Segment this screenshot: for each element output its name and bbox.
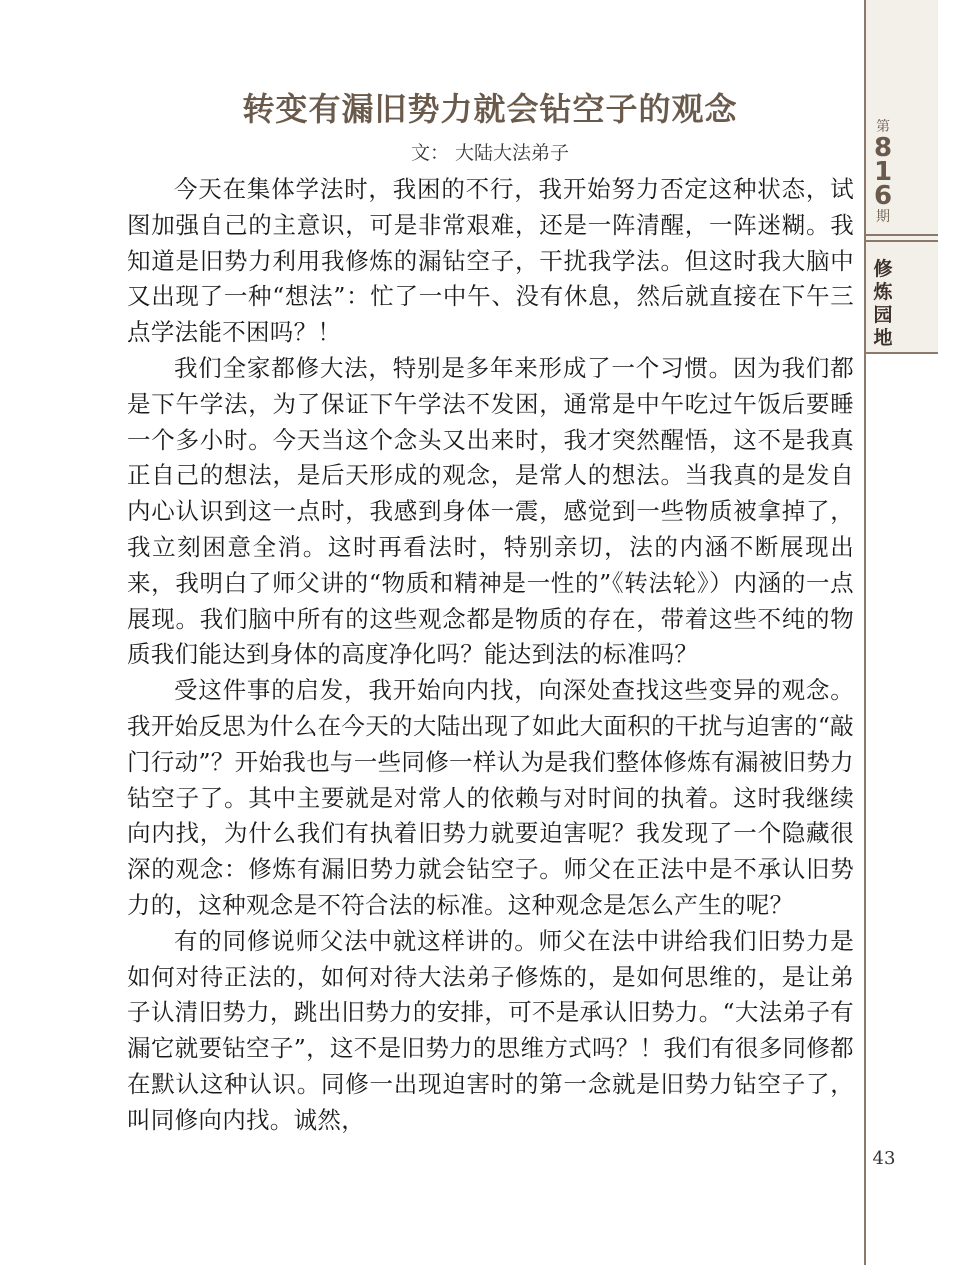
issue-digit: 8 xyxy=(873,133,893,163)
section-char: 地 xyxy=(873,327,893,349)
issue-prefix: 第 xyxy=(876,119,890,135)
issue-digit: 6 xyxy=(873,181,893,211)
sidebar-divider xyxy=(866,240,938,242)
paragraph-4: 有的同修说师父法中就这样讲的。师父在法中讲给我们旧势力是如何对待正法的，如何对待大法弟子修炼的，是如何思维的，是让弟子认清旧势力，跳出旧势力的安排，可不是承认旧势力。“大法弟子有漏它就要钻空子”，这不是旧势力的思维方式吗？！我们有很多同修都在默认这种认识。同修一出现迫害时的第一念就是旧势力钻空子了，叫同修向内找。诚然， xyxy=(127,926,854,1134)
paragraph-1: 今天在集体学法时，我困的不行，我开始努力否定这种状态，试图加强自己的主意识，可是非常艰难，还是一阵清醒，一阵迷糊。我知道是旧势力利用我修炼的漏钻空子，干扰我学法。但这时我大脑中又出现了一种“想法”：忙了一中午、没有休息，然后就直接在下午三点学法能不困吗？！ xyxy=(127,175,854,347)
page-number: 43 xyxy=(872,1148,896,1169)
article-title: 转变有漏旧势力就会钻空子的观念 xyxy=(242,90,738,128)
issue-suffix: 期 xyxy=(876,209,890,225)
paragraph-2: 我们全家都修大法，特别是多年来形成了一个习惯。因为我们都是下午学法，为了保证下午学法不发困，通常是中午吃过午饭后要睡一个多小时。今天当这个念头又出来时，我才突然醒悟，这不是我真正自己的想法，是后天形成的观念，是常人的想法。当我真的是发自内心认识到这一点时，我感到身体一震，感觉到一些物质被拿掉了，我立刻困意全消。这时再看法时，特别亲切，法的内涵不断展现出来，我明白了师父讲的“物质和精神是一性的”《转法轮》）内涵的一点展现。我们脑中所有的这些观念都是物质的存在，带着这些不纯的物质我们能达到身体的高度净化吗？能达到法的标准吗？ xyxy=(127,353,854,669)
issue-digit: 1 xyxy=(873,157,893,187)
section-char: 炼 xyxy=(873,281,893,303)
article-body xyxy=(127,172,854,1139)
section-char: 园 xyxy=(873,304,893,326)
section-char: 修 xyxy=(873,258,893,280)
paragraph-3: 受这件事的启发，我开始向内找，向深处查找这些变异的观念。我开始反思为什么在今天的大陆出现了如此大面积的干扰与迫害的“敲门行动”？开始我也与一些同修一样认为是我们整体修炼有漏被旧势力钻空子了。其中主要就是对常人的依赖与对时间的执着。这时我继续向内找，为什么我们有执着旧势力就要迫害呢？我发现了一个隐藏很深的观念：修炼有漏旧势力就会钻空子。师父在正法中是不承认旧势力的，这种观念是不符合法的标准。这种观念是怎么产生的呢？ xyxy=(127,676,854,919)
sidebar-divider xyxy=(866,234,938,236)
article-byline: 文： 大陆大法弟子 xyxy=(410,142,570,164)
issue-number xyxy=(866,118,900,226)
section-label xyxy=(866,258,900,350)
